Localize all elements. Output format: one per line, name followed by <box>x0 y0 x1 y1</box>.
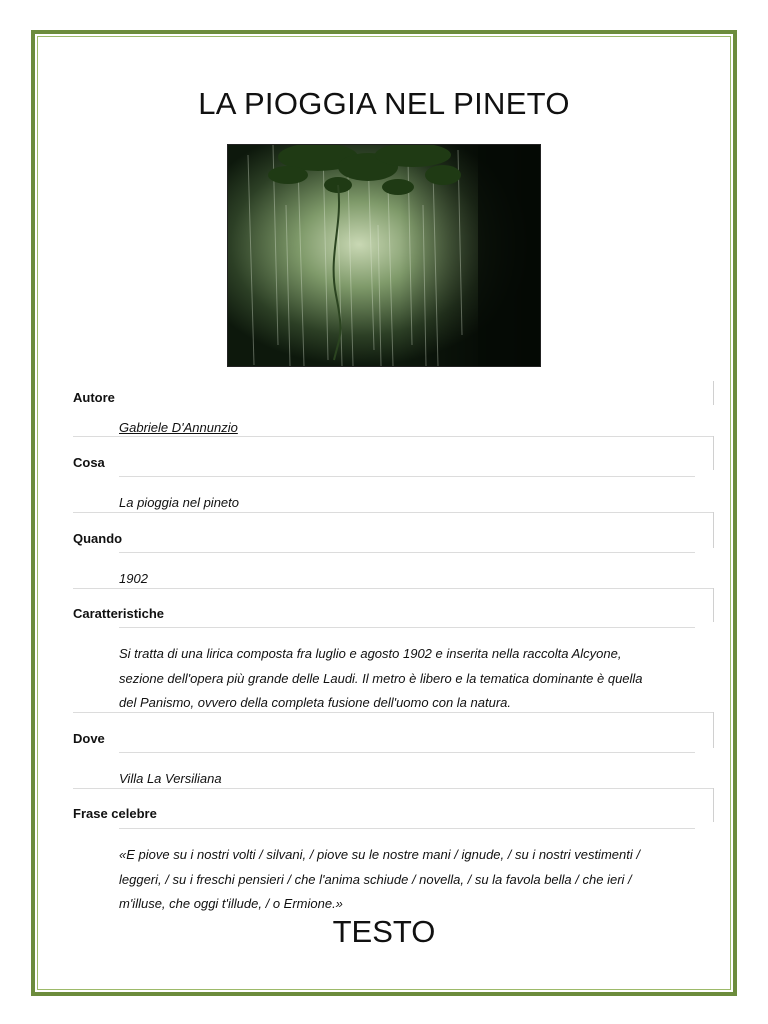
field-label-autore: Autore <box>73 390 115 405</box>
section-heading-testo: TESTO <box>332 914 436 949</box>
row-divider <box>73 712 713 713</box>
paragraph-line: sezione dell'opera più grande delle Laudi. Il metro è libero e la tematica dominante è quella <box>119 670 643 686</box>
field-value-caratteristiche <box>119 642 699 716</box>
paragraph-line: del Panismo, ovvero della completa fusione dell'uomo con la natura. <box>119 695 511 710</box>
table-border <box>713 588 714 622</box>
quote-line: m'illuse, che oggi t'illude, / o Ermione.» <box>119 896 343 911</box>
row-divider <box>73 588 713 589</box>
field-label-caratteristiche: Caratteristiche <box>73 606 165 621</box>
table-border <box>713 712 714 748</box>
field-value-quando: 1902 <box>119 571 148 586</box>
document-title: LA PIOGGIA NEL PINETO <box>198 86 570 121</box>
row-divider <box>119 552 695 553</box>
row-divider <box>73 788 713 789</box>
field-value-frase-celebre <box>119 843 709 917</box>
row-divider <box>73 436 713 437</box>
field-label-quando: Quando <box>73 531 123 546</box>
table-border <box>713 436 714 470</box>
paragraph-line: Si tratta di una lirica composta fra luglio e agosto 1902 e inserita nella raccolta Alcyone, <box>119 646 622 661</box>
quote-line: leggeri, / su i freschi pensieri / che l'anima schiude / novella, / su la favola bella / che ieri / <box>119 871 632 887</box>
table-border <box>713 788 714 822</box>
rain-forest-photo <box>227 144 541 367</box>
field-label-cosa: Cosa <box>73 455 105 470</box>
field-value-dove: Villa La Versiliana <box>119 771 222 786</box>
quote-line: «E piove su i nostri volti / silvani, / piove su le nostre mani / ignude, / su i nostri vestimenti / <box>119 847 640 862</box>
field-value-cosa: La pioggia nel pineto <box>119 495 239 510</box>
row-divider <box>119 627 695 628</box>
row-divider <box>119 828 695 829</box>
row-divider <box>73 512 713 513</box>
field-value-autore[interactable]: Gabriele D'Annunzio <box>119 420 238 435</box>
table-border <box>713 381 714 405</box>
table-border <box>713 512 714 548</box>
row-divider <box>119 476 695 477</box>
field-label-frase-celebre: Frase celebre <box>73 806 157 821</box>
field-label-dove: Dove <box>73 731 105 746</box>
row-divider <box>119 752 695 753</box>
